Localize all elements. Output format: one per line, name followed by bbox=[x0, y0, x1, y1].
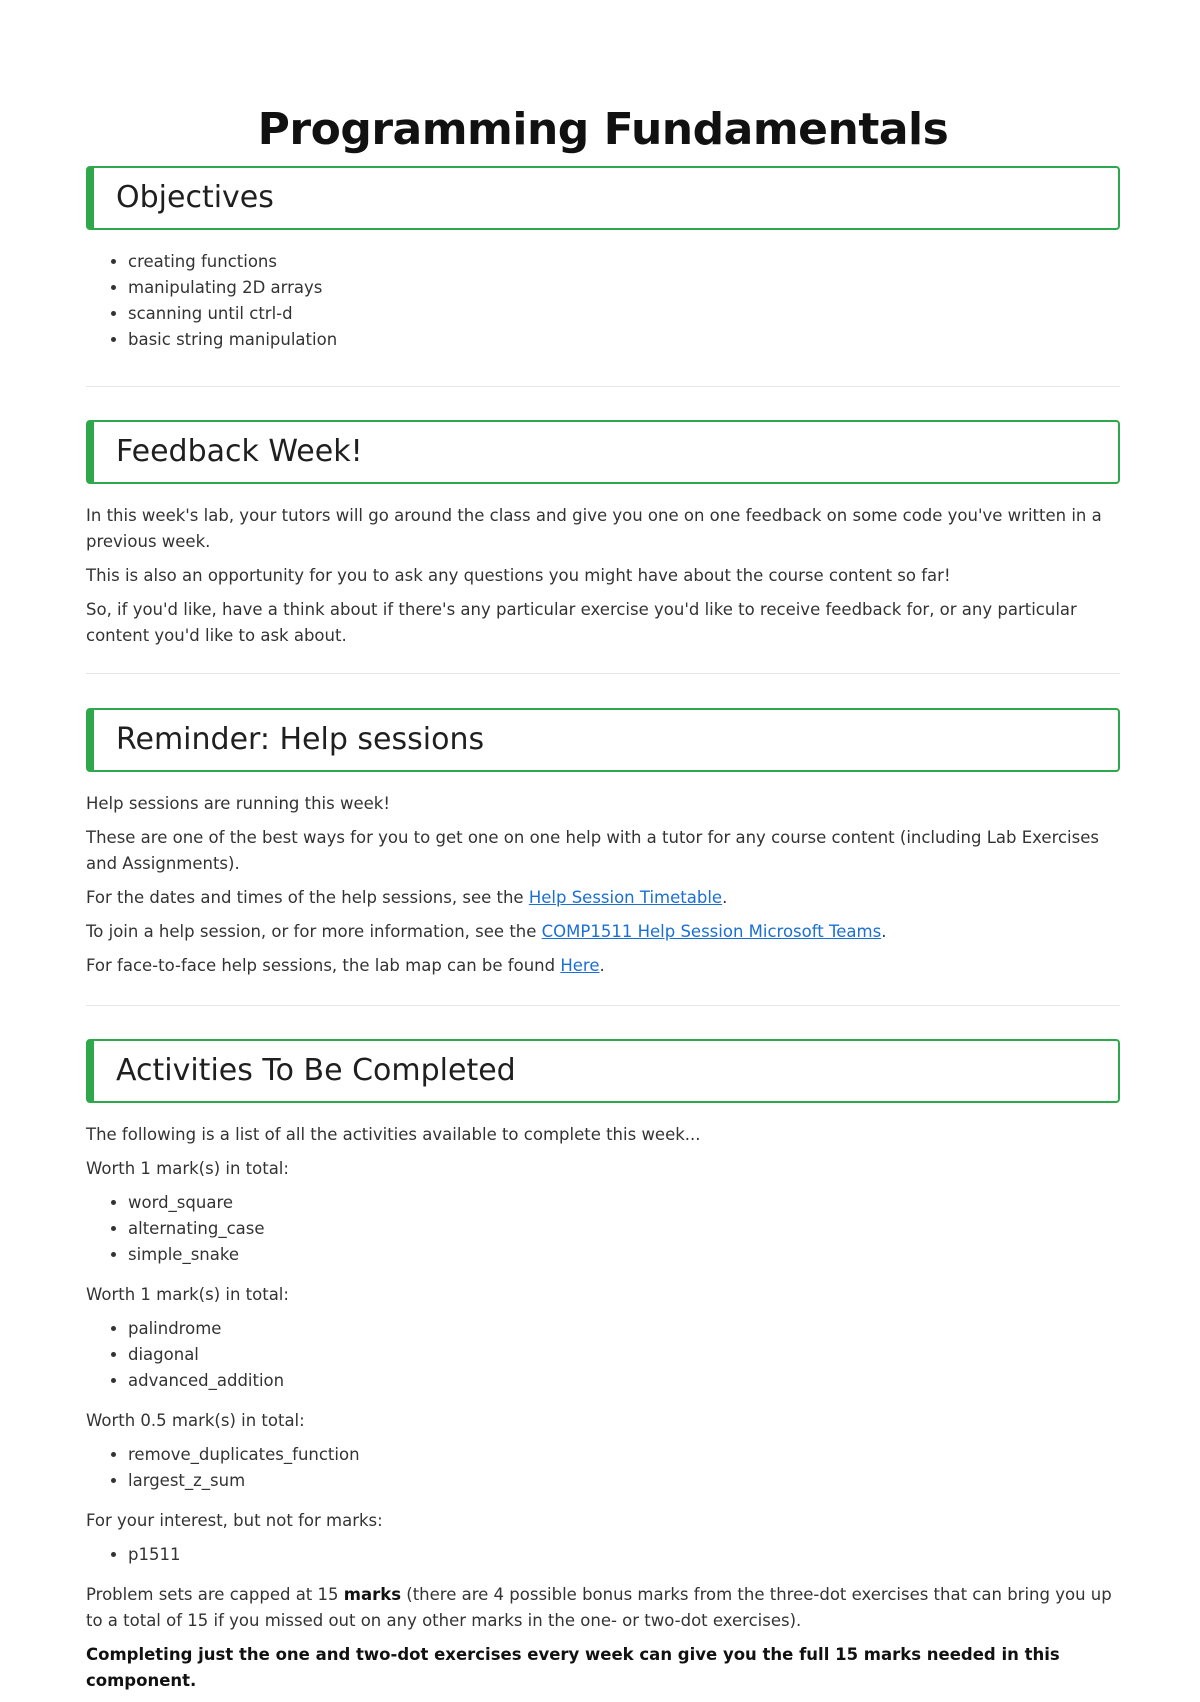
final-note: Completing just the one and two-dot exercises every week can give you the full 15 marks needed in this component. bbox=[86, 1645, 1060, 1690]
objectives-header bbox=[86, 166, 1120, 230]
group-label: Worth 1 mark(s) in total: bbox=[86, 1159, 289, 1178]
activities-block bbox=[86, 1122, 1120, 1702]
list-item: • creating functions bbox=[128, 249, 1120, 275]
activity-list bbox=[86, 1190, 1120, 1268]
group-label: For your interest, but not for marks: bbox=[86, 1511, 383, 1530]
marks-cap-paragraph bbox=[86, 1582, 1120, 1634]
help-timetable-link[interactable]: Help Session Timetable bbox=[528, 888, 723, 907]
marks-cap-text: (there are 4 possible bonus marks from the three-dot exercises that can bring you up to a total of 15 if you missed out on any other marks in the one- or two-dot exercises). bbox=[86, 1585, 1112, 1630]
activity-item: • diagonal bbox=[128, 1342, 1120, 1368]
feedback-paragraph: In this week's lab, your tutors will go around the class and give you one on one feedback on some code you've written in a previous week. bbox=[86, 506, 1102, 551]
help-paragraph bbox=[86, 885, 1120, 911]
lab-map-link[interactable]: Here bbox=[560, 956, 600, 975]
activity-item: • alternating_case bbox=[128, 1216, 1120, 1242]
help-paragraph bbox=[86, 953, 1120, 979]
activity-list bbox=[86, 1442, 1120, 1494]
objectives-list-block bbox=[86, 249, 1120, 353]
activities-intro: The following is a list of all the activities available to complete this week... bbox=[86, 1125, 701, 1144]
help-block bbox=[86, 791, 1120, 987]
divider bbox=[86, 673, 1120, 674]
help-header bbox=[86, 708, 1120, 772]
feedback-paragraph: So, if you'd like, have a think about if there's any particular exercise you'd like to receive feedback for, or any particular content you'd like to ask about. bbox=[86, 600, 1077, 645]
page-title: Programming Fundamentals bbox=[257, 104, 949, 155]
help-text: . bbox=[881, 922, 887, 941]
help-text: To join a help session, or for more information, see the bbox=[86, 922, 542, 941]
activity-item: • palindrome bbox=[128, 1316, 1120, 1342]
list-item: • manipulating 2D arrays bbox=[128, 275, 1120, 301]
activity-list bbox=[86, 1316, 1120, 1394]
group-label: Worth 0.5 mark(s) in total: bbox=[86, 1411, 305, 1430]
marks-cap-text: Problem sets are capped at 15 bbox=[86, 1585, 344, 1604]
help-paragraph bbox=[86, 919, 1120, 945]
help-text: . bbox=[722, 888, 728, 907]
group-label: Worth 1 mark(s) in total: bbox=[86, 1285, 289, 1304]
feedback-header bbox=[86, 420, 1120, 484]
feedback-heading: Feedback Week! bbox=[116, 434, 363, 469]
feedback-block bbox=[86, 503, 1120, 657]
activity-item: • word_square bbox=[128, 1190, 1120, 1216]
list-item: • basic string manipulation bbox=[128, 327, 1120, 353]
feedback-paragraph: This is also an opportunity for you to ask any questions you might have about the course content so far! bbox=[86, 566, 951, 585]
activity-item: • p1511 bbox=[128, 1542, 1120, 1568]
list-item: • scanning until ctrl-d bbox=[128, 301, 1120, 327]
objectives-list bbox=[86, 249, 1120, 353]
activities-heading: Activities To Be Completed bbox=[116, 1053, 516, 1088]
help-text: For face-to-face help sessions, the lab map can be found bbox=[86, 956, 561, 975]
help-heading: Reminder: Help sessions bbox=[116, 722, 485, 757]
help-paragraph: These are one of the best ways for you to get one on one help with a tutor for any course content (including Lab Exercises and Assignments). bbox=[86, 828, 1099, 873]
activity-item: • largest_z_sum bbox=[128, 1468, 1120, 1494]
objectives-heading: Objectives bbox=[116, 180, 274, 215]
help-paragraph: Help sessions are running this week! bbox=[86, 794, 390, 813]
activities-header bbox=[86, 1039, 1120, 1103]
help-text: . bbox=[599, 956, 605, 975]
activity-item: • remove_duplicates_function bbox=[128, 1442, 1120, 1468]
activity-item: • advanced_addition bbox=[128, 1368, 1120, 1394]
help-teams-link[interactable]: COMP1511 Help Session Microsoft Teams bbox=[541, 922, 882, 941]
divider bbox=[86, 1005, 1120, 1006]
marks-bold: marks bbox=[343, 1585, 402, 1604]
help-text: For the dates and times of the help sessions, see the bbox=[86, 888, 529, 907]
divider bbox=[86, 386, 1120, 387]
activity-list bbox=[86, 1542, 1120, 1568]
activity-item: • simple_snake bbox=[128, 1242, 1120, 1268]
